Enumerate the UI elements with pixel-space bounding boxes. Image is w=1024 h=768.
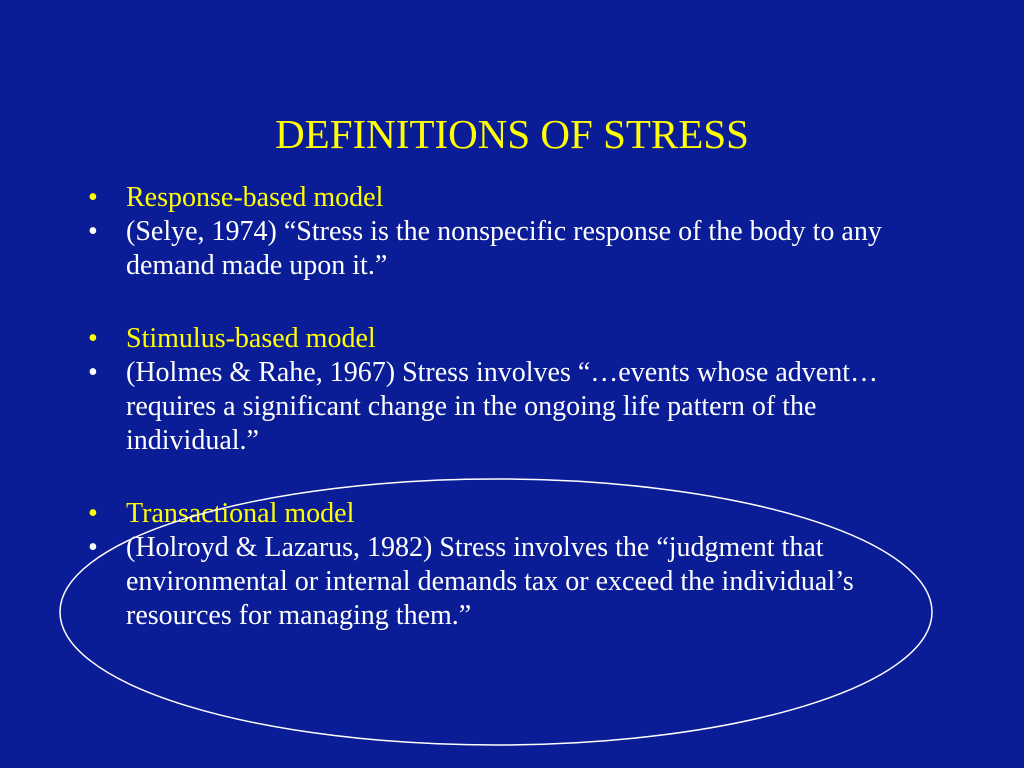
- bullet-holroyd-lazarus-definition: [88, 531, 928, 633]
- bullet-text: (Holroyd & Lazarus, 1982) Stress involves the “judgment that environmental or internal demands tax or exceed the individual’s resources for managing them.”: [126, 532, 854, 631]
- bullet-dot: •: [88, 498, 98, 529]
- bullet-stimulus-based-model: [88, 322, 928, 356]
- bullet-dot: •: [88, 323, 98, 354]
- bullet-text: (Selye, 1974) “Stress is the nonspecific response of the body to any demand made upon it.”: [126, 216, 882, 281]
- bullet-response-based-model: [88, 181, 928, 215]
- bullet-dot: •: [88, 532, 98, 563]
- bullet-list: [88, 181, 928, 633]
- bullet-dot: •: [88, 357, 98, 388]
- bullet-text: Response-based model: [126, 182, 384, 213]
- bullet-text: Transactional model: [126, 498, 355, 529]
- bullet-text: Stimulus-based model: [126, 323, 376, 354]
- bullet-dot: •: [88, 216, 98, 247]
- bullet-selye-definition: [88, 215, 928, 283]
- bullet-text: (Holmes & Rahe, 1967) Stress involves “…events whose advent…requires a significant change in the ongoing life pattern of the individual.”: [126, 357, 878, 456]
- bullet-dot: •: [88, 182, 98, 213]
- bullet-holmes-rahe-definition: [88, 356, 928, 458]
- bullet-transactional-model: [88, 497, 928, 531]
- slide-title: DEFINITIONS OF STRESS: [275, 111, 749, 157]
